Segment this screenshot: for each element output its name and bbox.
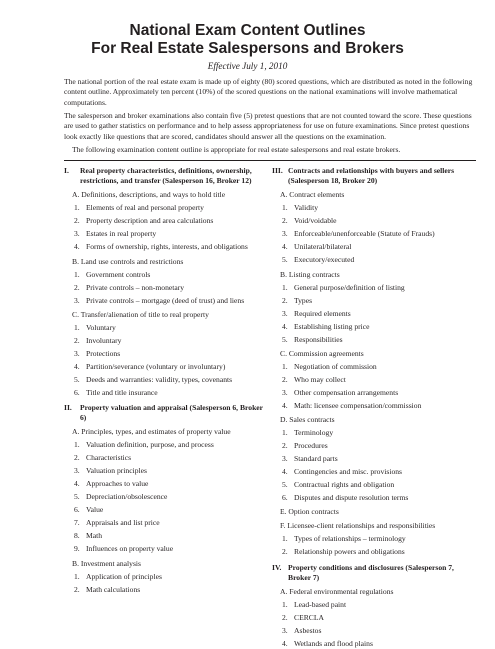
outline-item: 3. Protections [74, 348, 121, 358]
subsection-heading: A. Federal environmental regulations [280, 587, 394, 597]
subsection-heading: B. Listing contracts [280, 269, 340, 279]
section-title: Real property characteristics, definitions, ownership, restrictions, and transfer (Salesperson 16, Broker 12) [80, 166, 252, 186]
outline-item: 2. CERCLA [282, 613, 324, 623]
outline-item: 1. Elements of real and personal property [74, 203, 204, 213]
outline-item: 3. Estates in real property [74, 229, 157, 239]
divider-rule [64, 160, 476, 161]
outline-item: 2. Who may collect [282, 374, 346, 384]
section-number: IV. [272, 562, 282, 572]
outline-item: 5. Deeds and warranties: validity, types, covenants [74, 374, 233, 384]
outline-item: 3. Other compensation arrangements [282, 387, 399, 397]
outline-item: 5. Depreciation/obsolescence [74, 492, 168, 502]
section-number: I. [64, 166, 69, 175]
outline-item: 1. Lead-based paint [282, 600, 347, 610]
outline-item: 3. Standard parts [282, 454, 338, 464]
outline-item: 2. Types [282, 295, 313, 305]
subsection-heading: A. Principles, types, and estimates of property value [72, 427, 231, 437]
outline-item: 4. Wetlands and flood plains [282, 639, 373, 649]
section-number: II. [64, 403, 72, 413]
outline-item: 3. Required elements [282, 308, 351, 318]
outline-item: 4. Partition/severance (voluntary or involuntary) [74, 361, 226, 371]
subsection-heading: B. Land use controls and restrictions [72, 256, 184, 266]
outline-item: 5. Contractual rights and obligation [282, 480, 395, 490]
outline-item: 1. General purpose/definition of listing [282, 282, 405, 292]
outline-item: 4. Contingencies and misc. provisions [282, 467, 402, 477]
outline-item: 2. Property description and area calculations [74, 216, 214, 226]
subsection-heading: E. Option contracts [280, 507, 339, 517]
outline-item: 1. Validity [282, 203, 319, 213]
outline-left-column [64, 166, 266, 595]
outline-item: 7. Appraisals and list price [74, 518, 160, 528]
section-title: Property valuation and appraisal (Salesperson 6, Broker 6) [80, 403, 263, 423]
outline-item: 5. Executory/executed [282, 255, 355, 265]
outline-item: 2. Private controls – non-monetary [74, 282, 185, 292]
outline-item: 2. Involuntary [74, 335, 122, 345]
outline-item: 2. Procedures [282, 441, 328, 451]
section-heading [64, 166, 266, 186]
document-title-line-2: For Real Estate Salespersons and Brokers [91, 40, 404, 57]
outline-item: 8. Math [74, 531, 103, 541]
intro-paragraph-1: The national portion of the real estate exam is made up of eighty (80) scored questions, which are distributed as noted in the following content outline. Approximately ten percent (10%) of the scored questions on the national examinations will involve mathematical computations. [64, 77, 473, 107]
outline-item: 1. Application of principles [74, 571, 162, 581]
outline-item: 2. Void/voidable [282, 216, 337, 226]
outline-item: 3. Enforceable/unenforceable (Statute of Frauds) [282, 229, 435, 239]
outline-item: 5. Responsibilities [282, 334, 343, 344]
subsection-heading: F. Licensee-client relationships and responsibilities [280, 521, 436, 531]
subsection-heading: C. Commission agreements [280, 348, 364, 358]
section-heading [272, 166, 477, 186]
outline-item: 1. Valuation definition, purpose, and process [74, 440, 214, 450]
outline-item: 1. Negotiation of commission [282, 361, 377, 371]
outline-item: 6. Disputes and dispute resolution terms [282, 493, 409, 503]
outline-item: 4. Forms of ownership, rights, interests, and obligations [74, 242, 248, 252]
document-title-line-1: National Exam Content Outlines [129, 22, 366, 39]
section-title: Property conditions and disclosures (Salesperson 7, Broker 7) [288, 562, 454, 582]
section-title: Contracts and relationships with buyers and sellers (Salesperson 18, Broker 20) [288, 166, 455, 186]
outline-item: 6. Title and title insurance [74, 387, 158, 397]
subsection-heading: A. Contract elements [280, 190, 345, 200]
outline-item: 1. Government controls [74, 269, 151, 279]
intro-paragraph-2: The salesperson and broker examinations also contain five (5) pretest questions that are not counted toward the score. These questions are used to gather statistics on performance and to help assess appropriateness for use on future examinations. Since pretest questions look exactly like questions that are scored, candidates should answer all the questions on the examination. [64, 111, 472, 141]
section-heading [64, 403, 266, 423]
outline-right-column [272, 166, 477, 649]
outline-item: 3. Valuation principles [74, 466, 147, 476]
outline-item: 1. Terminology [282, 428, 334, 438]
outline-item: 6. Value [74, 505, 104, 515]
intro-paragraph-3: The following examination content outline is appropriate for real estate salespersons and real estate brokers. [72, 145, 401, 154]
outline-item: 2. Math calculations [74, 584, 141, 594]
effective-date: Effective July 1, 2010 [207, 61, 288, 71]
outline-item: 4. Approaches to value [74, 479, 149, 489]
outline-item: 1. Voluntary [74, 322, 116, 332]
section-heading [272, 563, 477, 583]
outline-item: 3. Asbestos [282, 626, 322, 636]
subsection-heading: D. Sales contracts [280, 415, 335, 425]
outline-item: 2. Characteristics [74, 453, 132, 463]
outline-item: 9. Influences on property value [74, 544, 174, 554]
outline-item: 1. Types of relationships – terminology [282, 534, 406, 544]
subsection-heading: B. Investment analysis [72, 558, 141, 568]
subsection-heading: A. Definitions, descriptions, and ways to hold title [72, 190, 226, 200]
outline-item: 3. Private controls – mortgage (deed of trust) and liens [74, 295, 245, 305]
outline-item: 4. Unilateral/bilateral [282, 242, 352, 252]
outline-item: 4. Establishing listing price [282, 321, 370, 331]
section-number: III. [272, 166, 283, 175]
outline-item: 2. Relationship powers and obligations [282, 547, 405, 557]
outline-item: 4. Math: licensee compensation/commission [282, 400, 422, 410]
subsection-heading: C. Transfer/alienation of title to real property [72, 309, 209, 319]
